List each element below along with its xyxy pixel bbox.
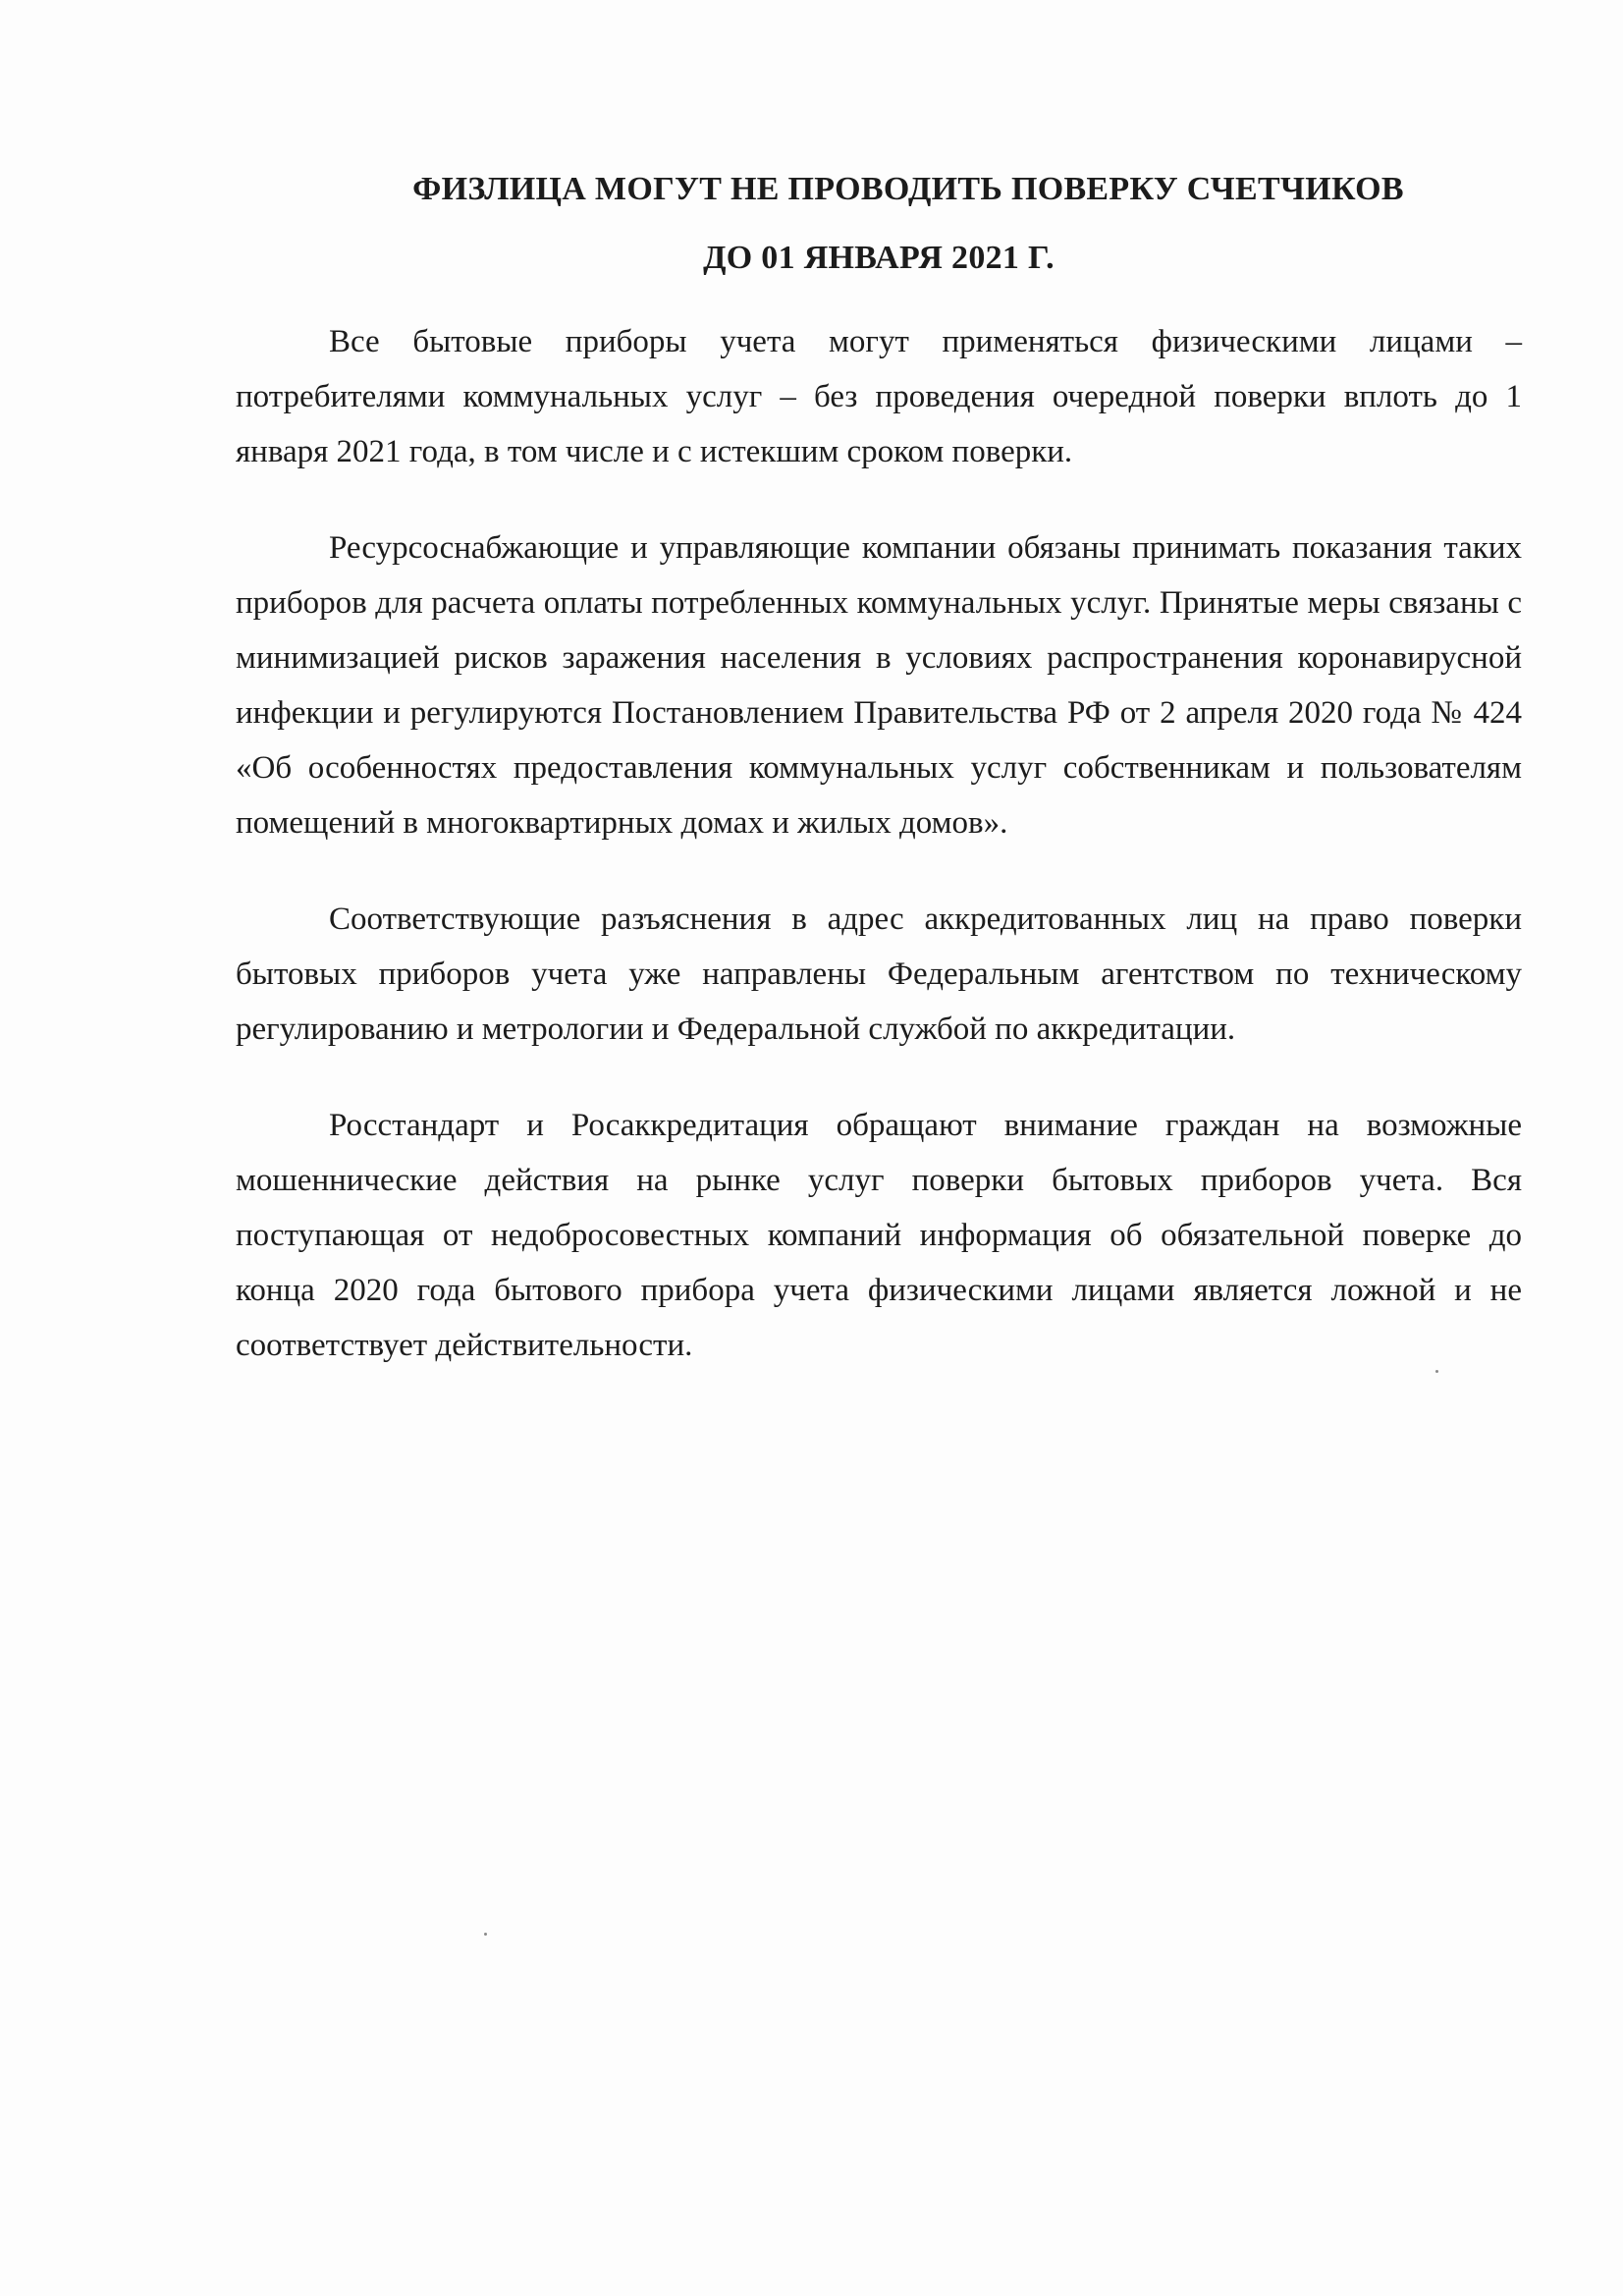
document-body	[236, 147, 1522, 1414]
scan-speck	[484, 1933, 487, 1936]
paragraph-3: Соответствующие разъяснения в адрес аккредитованных лиц на право поверки бытовых приборов учета уже направлены Федеральным агентством по техническому регулированию и метрологии и Федеральной службой по аккредитации.	[236, 902, 1522, 1047]
document-title-line1: ФИЗЛИЦА МОГУТ НЕ ПРОВОДИТЬ ПОВЕРКУ СЧЕТЧИКОВ	[412, 171, 1404, 207]
paragraph-1: Все бытовые приборы учета могут применяться физическими лицами – потребителями коммунальных услуг – без проведения очередной поверки вплоть до 1 января 2021 года, в том числе и с истекшим сроком поверки.	[236, 324, 1522, 469]
scan-speck	[1435, 1370, 1438, 1373]
document-title-line2: ДО 01 ЯНВАРЯ 2021 Г.	[703, 240, 1055, 276]
paragraph-4: Росстандарт и Росаккредитация обращают внимание граждан на возможные мошеннические действия на рынке услуг поверки бытовых приборов учета. Вся поступающая от недобросовестных компаний информация об обязательной поверке до конца 2020 года бытового прибора учета физическими лицами является ложной и не соответствует действительности.	[236, 1108, 1522, 1363]
paragraph-2: Ресурсоснабжающие и управляющие компании обязаны принимать показания таких приборов для расчета оплаты потребленных коммунальных услуг. Принятые меры связаны с минимизацией рисков заражения населения в условиях распространения коронавирусной инфекции и регулируются Постановлением Правительства РФ от 2 апреля 2020 года № 424 «Об особенностях предоставления коммунальных услуг собственникам и пользователям помещений в многоквартирных домах и жилых домов».	[236, 530, 1522, 841]
